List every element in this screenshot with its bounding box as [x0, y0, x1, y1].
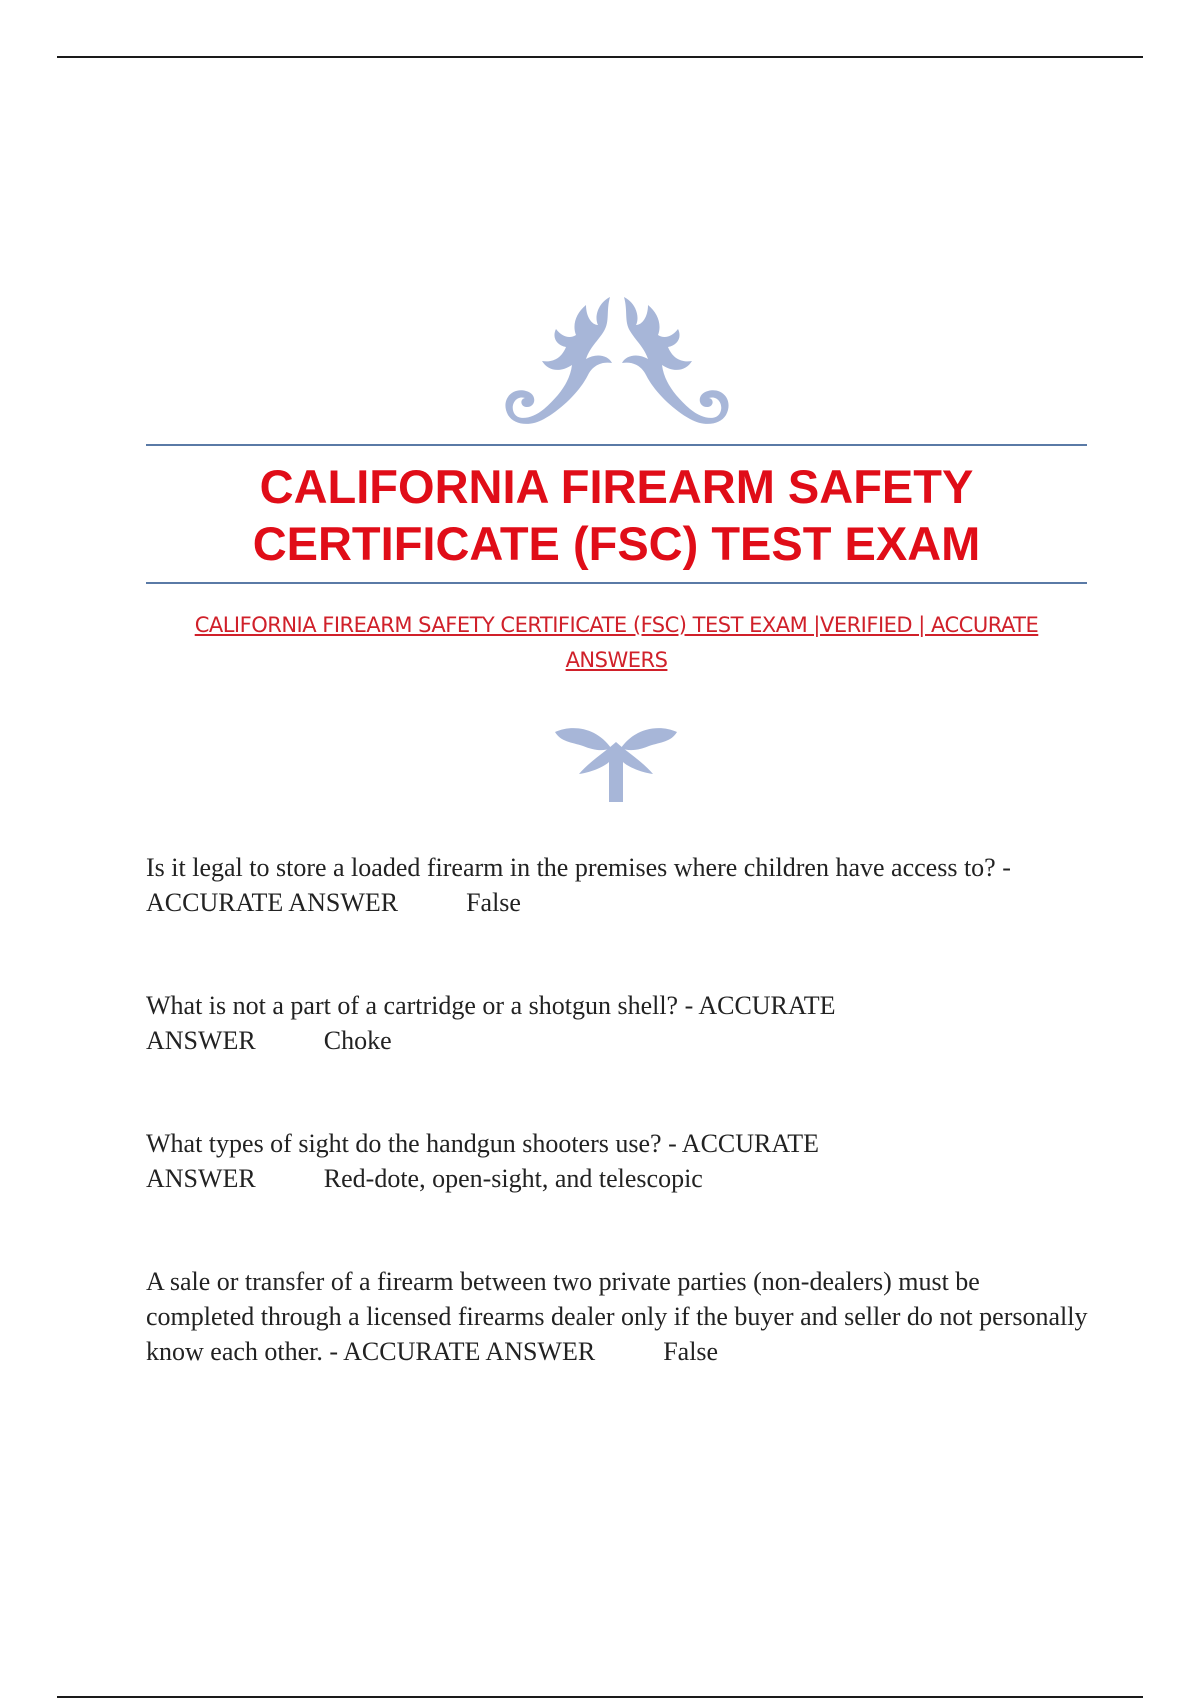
- page-bottom-rule: [57, 1696, 1143, 1698]
- answer-label: ANSWER: [146, 1164, 256, 1193]
- answer-label: ANSWER: [485, 1337, 596, 1366]
- answer-text: False: [663, 1337, 719, 1366]
- answer-text: False: [466, 888, 521, 917]
- answer-label: ANSWER: [146, 1026, 256, 1055]
- question-text: What types of sight do the handgun shooters use? - ACCURATE: [146, 1129, 820, 1158]
- title-top-rule: [146, 444, 1087, 446]
- answer-label: ACCURATE ANSWER: [146, 888, 399, 917]
- document-subtitle-link[interactable]: CALIFORNIA FIREARM SAFETY CERTIFICATE (FSC) TEST EXAM |VERIFIED | ACCURATE ANSWERS: [194, 613, 1039, 672]
- answer-text: Red-dote, open-sight, and telescopic: [323, 1164, 703, 1193]
- page-top-rule: [57, 56, 1143, 58]
- qa-item: [146, 1264, 1091, 1369]
- fleur-divider-ornament: [553, 722, 679, 804]
- title-bottom-rule: [146, 582, 1087, 584]
- question-text: A sale or transfer of a firearm between two private parties (non-dealers) must be completed through a licensed firearms dealer only if the buyer and seller do not personally know each other. - ACCURATE: [146, 1267, 1088, 1366]
- floral-flourish-ornament: [500, 295, 734, 427]
- qa-item: [146, 850, 1011, 920]
- qa-item: [146, 1126, 916, 1196]
- qa-item: [146, 988, 916, 1058]
- answer-text: Choke: [323, 1026, 392, 1055]
- question-text: What is not a part of a cartridge or a shotgun shell? - ACCURATE: [146, 991, 836, 1020]
- question-text: Is it legal to store a loaded firearm in the premises where children have access to? -: [146, 853, 1011, 882]
- document-title: CALIFORNIA FIREARM SAFETY CERTIFICATE (FSC) TEST EXAM: [252, 460, 981, 570]
